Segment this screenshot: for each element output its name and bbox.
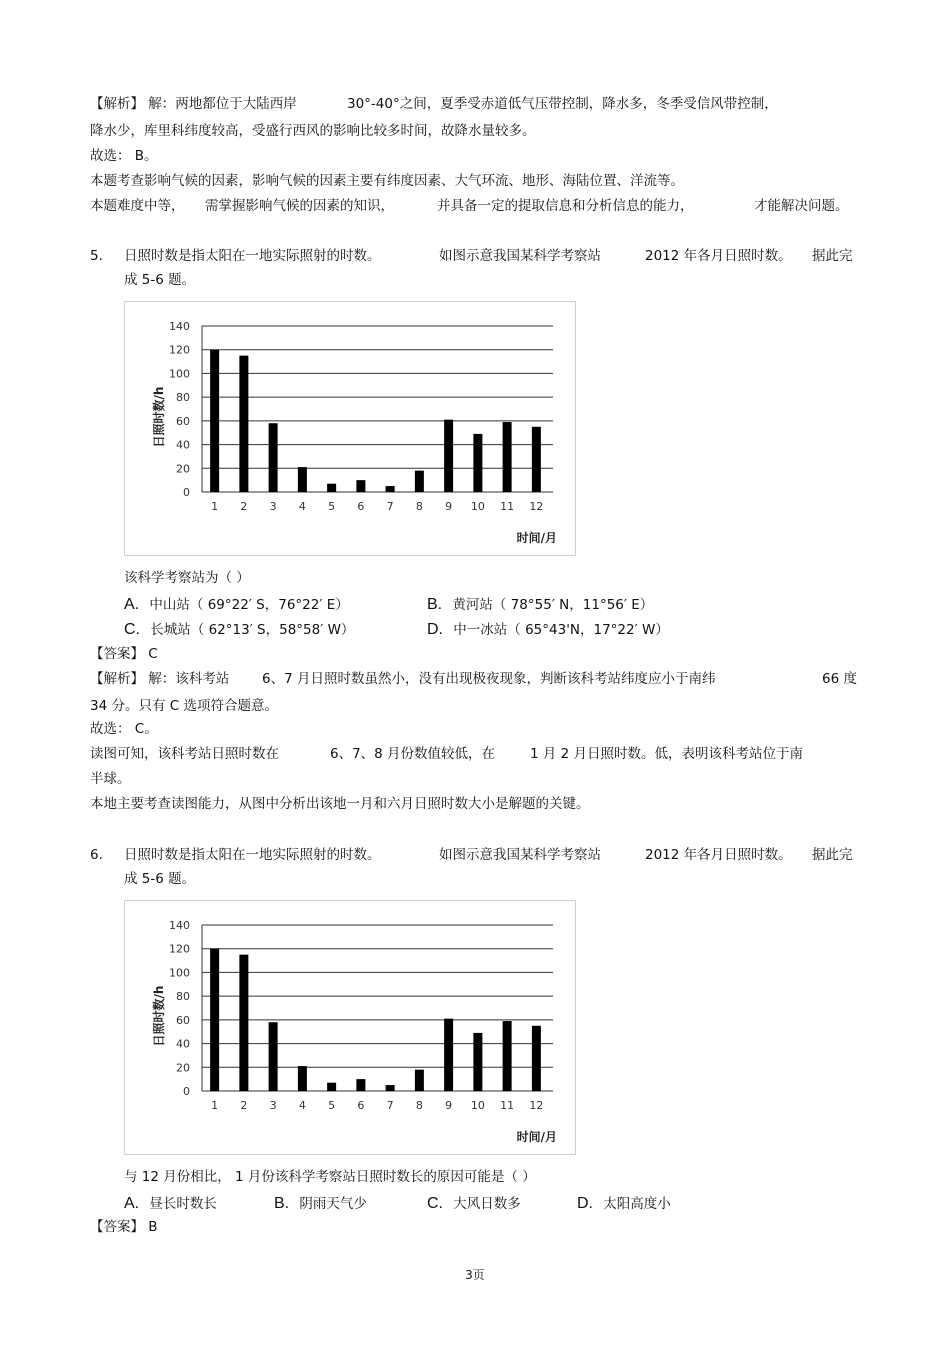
analysis-line-5b: 需掌握影响气候的因素的知识， xyxy=(205,198,394,214)
option-letter: B. xyxy=(274,1195,290,1212)
option-text: 阴雨天气少 xyxy=(299,1196,367,1212)
sunshine-bar-chart xyxy=(125,901,575,1154)
bar xyxy=(532,1026,541,1091)
q6-option-a[interactable] xyxy=(124,1195,217,1213)
analysis-line-4: 本题考查影响气候的因素，影响气候的因素主要有纬度因素、大气环流、地形、海陆位置、洋流等。 xyxy=(90,173,684,189)
q5-explanation-6: 本地主要考查读图能力，从图中分析出该地一月和六月日照时数大小是解题的关键。 xyxy=(90,796,590,812)
x-tick-label: 12 xyxy=(529,1099,544,1112)
q5-explanation-1a: 【解析】 解：该科考站 xyxy=(90,671,230,687)
analysis-line-5d: 才能解决问题。 xyxy=(754,198,849,214)
analysis-line-3: 故选： B。 xyxy=(90,148,158,164)
y-tick-label: 60 xyxy=(176,414,190,428)
x-tick-label: 11 xyxy=(500,1099,515,1112)
q6-option-d[interactable] xyxy=(577,1195,671,1213)
x-tick-label: 9 xyxy=(445,1099,453,1112)
bar xyxy=(356,1079,365,1091)
bar xyxy=(473,434,482,492)
bar xyxy=(327,484,336,492)
option-letter: D. xyxy=(427,621,443,638)
x-tick-label: 9 xyxy=(445,500,453,513)
bar xyxy=(239,955,248,1091)
y-tick-label: 20 xyxy=(176,462,190,476)
q6-stem-c: 2012 年各月日照时数。 xyxy=(645,847,792,863)
option-text: 长城站（ 62°13′ S，58°58′ W） xyxy=(150,622,355,638)
y-tick-label: 140 xyxy=(169,919,190,932)
analysis-line-1a: 【解析】 解：两地都位于大陆西岸 xyxy=(90,96,297,112)
bar xyxy=(298,467,307,492)
q5-explanation-4c: 1 月 2 月日照时数。低，表明该科考站位于南 xyxy=(530,746,804,762)
y-tick-label: 0 xyxy=(183,486,190,499)
bar xyxy=(503,422,512,492)
x-tick-label: 4 xyxy=(298,500,306,513)
x-tick-label: 2 xyxy=(240,1099,248,1112)
q5-answer: 【答案】 C xyxy=(90,646,158,662)
q5-explanation-4a: 读图可知，该科考站日照时数在 xyxy=(90,746,279,762)
y-axis-title: 日照时数/h xyxy=(152,386,166,448)
x-tick-label: 2 xyxy=(240,500,248,513)
option-text: 黄河站（ 78°55′ N，11°56′ E） xyxy=(452,597,654,613)
q5-option-a[interactable] xyxy=(124,596,349,614)
bar xyxy=(415,471,424,492)
x-tick-label: 7 xyxy=(386,500,394,513)
bar xyxy=(210,350,219,492)
q5-stem-d: 据此完 xyxy=(812,248,853,264)
x-tick-label: 1 xyxy=(211,1099,219,1112)
option-letter: C. xyxy=(427,1195,443,1212)
q6-stem-b: 如图示意我国某科学考察站 xyxy=(439,847,601,863)
x-axis-title: 时间/月 xyxy=(516,531,557,545)
q6-stem-2: 成 5-6 题。 xyxy=(124,871,196,887)
q6-stem-d: 据此完 xyxy=(812,847,853,863)
x-tick-label: 3 xyxy=(269,1099,277,1112)
x-tick-label: 3 xyxy=(269,500,277,513)
option-text: 中山站（ 69°22′ S，76°22′ E） xyxy=(149,597,349,613)
bar xyxy=(210,949,219,1091)
x-tick-label: 8 xyxy=(415,1099,423,1112)
q5-explanation-1b: 6、7 月日照时数虽然小，没有出现极夜现象，判断该科考站纬度应小于南纬 xyxy=(262,671,716,687)
q5-explanation-2: 34 分。只有 C 选项符合题意。 xyxy=(90,698,278,714)
option-letter: C. xyxy=(124,621,140,638)
bar xyxy=(503,1021,512,1091)
option-text: 中一冰站（ 65°43'N，17°22′ W） xyxy=(453,622,669,638)
x-tick-label: 5 xyxy=(328,1099,336,1112)
x-tick-label: 4 xyxy=(298,1099,306,1112)
x-tick-label: 5 xyxy=(328,500,336,513)
sunshine-bar-chart xyxy=(125,302,575,555)
x-tick-label: 6 xyxy=(357,500,365,513)
x-tick-label: 1 xyxy=(211,500,219,513)
bar xyxy=(269,423,278,492)
y-tick-label: 140 xyxy=(169,320,190,333)
q5-stem-2: 成 5-6 题。 xyxy=(124,272,196,288)
option-text: 太阳高度小 xyxy=(603,1196,671,1212)
q5-explanation-5: 半球。 xyxy=(90,771,131,787)
q6-option-c[interactable] xyxy=(427,1195,521,1213)
q5-number: 5. xyxy=(90,248,103,264)
bar xyxy=(444,420,453,492)
y-tick-label: 0 xyxy=(183,1085,190,1098)
y-tick-label: 60 xyxy=(176,1013,190,1027)
sunshine-chart-q5 xyxy=(124,301,576,556)
q5-explanation-3: 故选： C。 xyxy=(90,721,158,737)
y-tick-label: 100 xyxy=(169,367,190,381)
page-number: 3页 xyxy=(465,1268,485,1282)
q6-question: 与 12 月份相比， 1 月份该科学考察站日照时数长的原因可能是（ ） xyxy=(124,1169,536,1185)
y-tick-label: 40 xyxy=(176,1037,190,1051)
bar xyxy=(269,1022,278,1091)
y-tick-label: 20 xyxy=(176,1061,190,1075)
q5-stem-b: 如图示意我国某科学考察站 xyxy=(439,248,601,264)
bar xyxy=(239,356,248,492)
x-tick-label: 10 xyxy=(470,500,485,513)
q6-stem-a: 日照时数是指太阳在一地实际照射的时数。 xyxy=(124,847,381,863)
option-letter: A. xyxy=(124,1195,140,1212)
analysis-line-5a: 本题难度中等， xyxy=(90,198,185,214)
q5-explanation-4b: 6、7、8 月份数值较低，在 xyxy=(330,746,496,762)
bar xyxy=(298,1066,307,1091)
option-letter: A. xyxy=(124,596,140,613)
y-tick-label: 40 xyxy=(176,438,190,452)
x-tick-label: 6 xyxy=(357,1099,365,1112)
bar xyxy=(444,1019,453,1091)
q6-answer: 【答案】 B xyxy=(90,1219,158,1235)
x-tick-label: 12 xyxy=(529,500,544,513)
x-tick-label: 10 xyxy=(470,1099,485,1112)
q5-question: 该科学考察站为（ ） xyxy=(124,570,250,586)
bar xyxy=(356,480,365,492)
q5-option-d[interactable] xyxy=(427,621,669,639)
y-tick-label: 80 xyxy=(176,990,190,1004)
sunshine-chart-q6 xyxy=(124,900,576,1155)
y-axis-title: 日照时数/h xyxy=(152,985,166,1047)
y-tick-label: 100 xyxy=(169,966,190,980)
analysis-line-1b: 30°-40°之间，夏季受赤道低气压带控制，降水多，冬季受信风带控制， xyxy=(347,96,778,112)
bar xyxy=(327,1083,336,1091)
bar xyxy=(386,486,395,492)
option-text: 大风日数多 xyxy=(453,1196,521,1212)
q5-option-b[interactable] xyxy=(427,596,653,614)
analysis-line-2: 降水少，库里科纬度较高，受盛行西风的影响比较多时间，故降水量较多。 xyxy=(90,123,536,139)
option-letter: D. xyxy=(577,1195,593,1212)
analysis-line-5c: 并具备一定的提取信息和分析信息的能力， xyxy=(437,198,694,214)
q5-explanation-1c: 66 度 xyxy=(822,671,857,687)
q6-number: 6. xyxy=(90,847,103,863)
option-letter: B. xyxy=(427,596,443,613)
bar xyxy=(415,1070,424,1091)
option-text: 昼长时数长 xyxy=(149,1196,217,1212)
x-axis-title: 时间/月 xyxy=(516,1130,557,1144)
q5-stem-c: 2012 年各月日照时数。 xyxy=(645,248,792,264)
y-tick-label: 80 xyxy=(176,391,190,405)
bar xyxy=(473,1033,482,1091)
x-tick-label: 8 xyxy=(415,500,423,513)
bar xyxy=(386,1085,395,1091)
y-tick-label: 120 xyxy=(169,942,190,956)
q5-option-c[interactable] xyxy=(124,621,354,639)
q6-option-b[interactable] xyxy=(274,1195,367,1213)
y-tick-label: 120 xyxy=(169,343,190,357)
x-tick-label: 7 xyxy=(386,1099,394,1112)
x-tick-label: 11 xyxy=(500,500,515,513)
bar xyxy=(532,427,541,492)
q5-stem-a: 日照时数是指太阳在一地实际照射的时数。 xyxy=(124,248,381,264)
